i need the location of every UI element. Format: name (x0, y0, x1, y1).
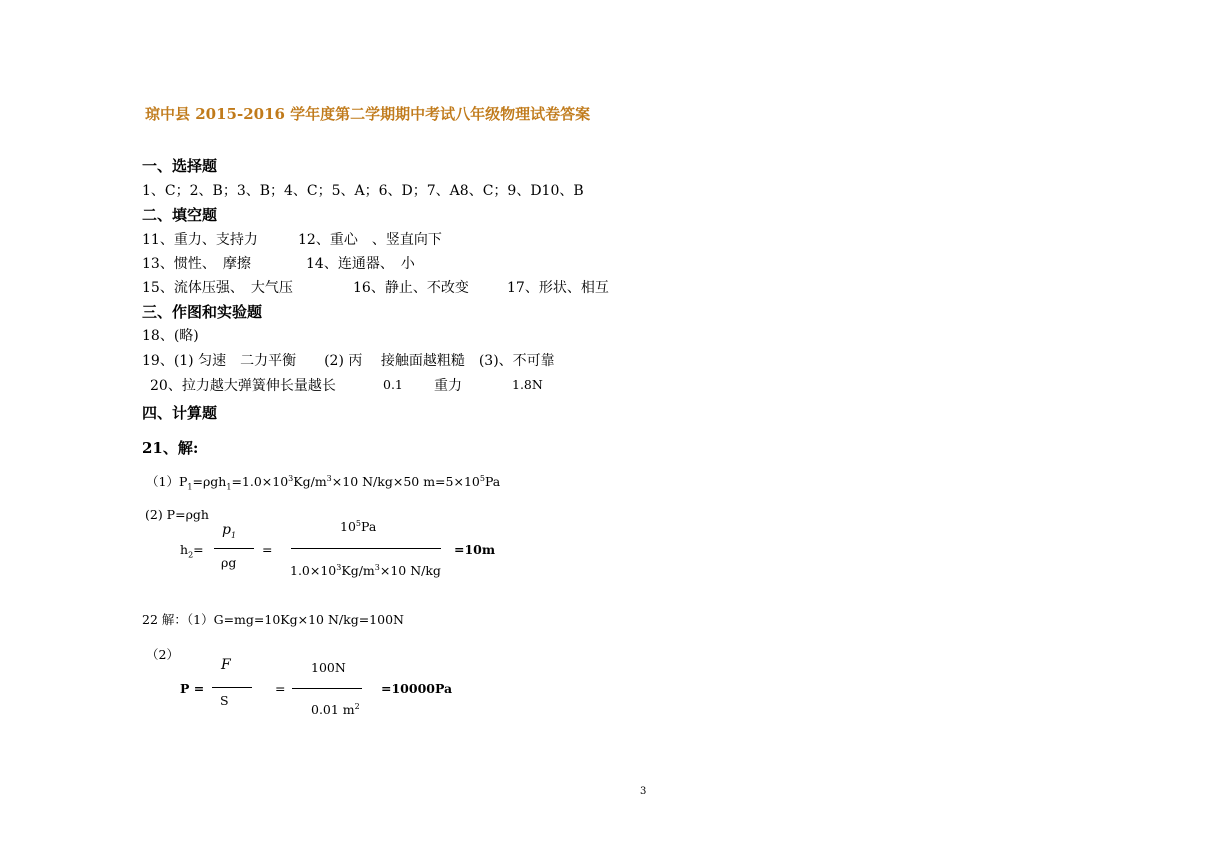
fraction4-bar (292, 688, 362, 689)
answer-q11: 11、重力、支持力 (142, 232, 258, 248)
fraction2-bar (291, 548, 441, 549)
section-heading-calculation: 四、计算题 (142, 404, 218, 422)
q22-result: =10000Pa (381, 681, 453, 696)
choice-answers: 1、C；2、B；3、B；4、C；5、A；6、D；7、A8、C；9、D10、B (142, 183, 584, 199)
answer-q18: 18、(略) (142, 328, 199, 344)
section-heading-fill: 二、填空题 (142, 206, 218, 224)
p-lhs: P = (180, 681, 205, 696)
answer-q14: 14、连通器、 小 (306, 256, 415, 272)
section-heading-experiment: 三、作图和实验题 (142, 303, 263, 321)
page-title: 琼中县 2015-2016 学年度第二学期期中考试八年级物理试卷答案 (145, 105, 591, 123)
answer-q20-value: 0.1 (383, 377, 403, 392)
answer-q12: 12、重心 、竖直向下 (298, 232, 442, 248)
equals-sign-2: = (275, 681, 286, 696)
answer-q20-force: 重力 (434, 378, 462, 394)
answer-q20: 20、拉力越大弹簧伸长量越长 (150, 378, 336, 394)
answer-q15: 15、流体压强、 大气压 (142, 280, 293, 296)
fraction3-numerator: F (221, 657, 231, 673)
page-number: 3 (640, 786, 647, 797)
q22-part1: 22 解：（1）G=mg=10Kg×10 N/kg=100N (142, 612, 404, 627)
fraction4-numerator: 100N (311, 660, 346, 675)
answer-q13: 13、惯性、 摩擦 (142, 256, 251, 272)
answer-q20-reading: 1.8N (512, 377, 543, 392)
section-heading-choice: 一、选择题 (142, 157, 218, 175)
q21-result: =10m (454, 542, 496, 557)
h2-lhs: $h_2=$ (180, 542, 204, 560)
q21-part1: $(1)P_1=\rho gh_1=1.0\times 10^3Kg/m^3\times 10$ N/kg×50 $m=5\times 10^5Pa$ (146, 473, 501, 492)
fraction1-bar (214, 548, 254, 549)
fraction4-denominator: 0.01 $m^2$ (311, 702, 360, 718)
answer-q16: 16、静止、不改变 (353, 280, 469, 296)
q21-part2-label: (2) P=ρgh (145, 507, 209, 522)
equals-sign: = (262, 542, 273, 557)
answer-q19: 19、(1) 匀速 二力平衡 (2) 丙 接触面越粗糙 (3)、不可靠 (142, 353, 555, 369)
answer-q17: 17、形状、相互 (507, 280, 609, 296)
fraction3-bar (212, 687, 252, 688)
fraction1-denominator: ρg (221, 555, 237, 570)
q22-part2-label: （2） (146, 647, 179, 662)
q21-label: 21、解: (142, 439, 199, 457)
fraction2-numerator: $10^5Pa$ (340, 519, 377, 535)
fraction3-denominator: S (220, 693, 229, 708)
fraction1-numerator: $p_1$ (222, 522, 237, 540)
fraction2-denominator: $1.0\times 10^3Kg/m^3\times 10$ N/kg (290, 563, 441, 579)
